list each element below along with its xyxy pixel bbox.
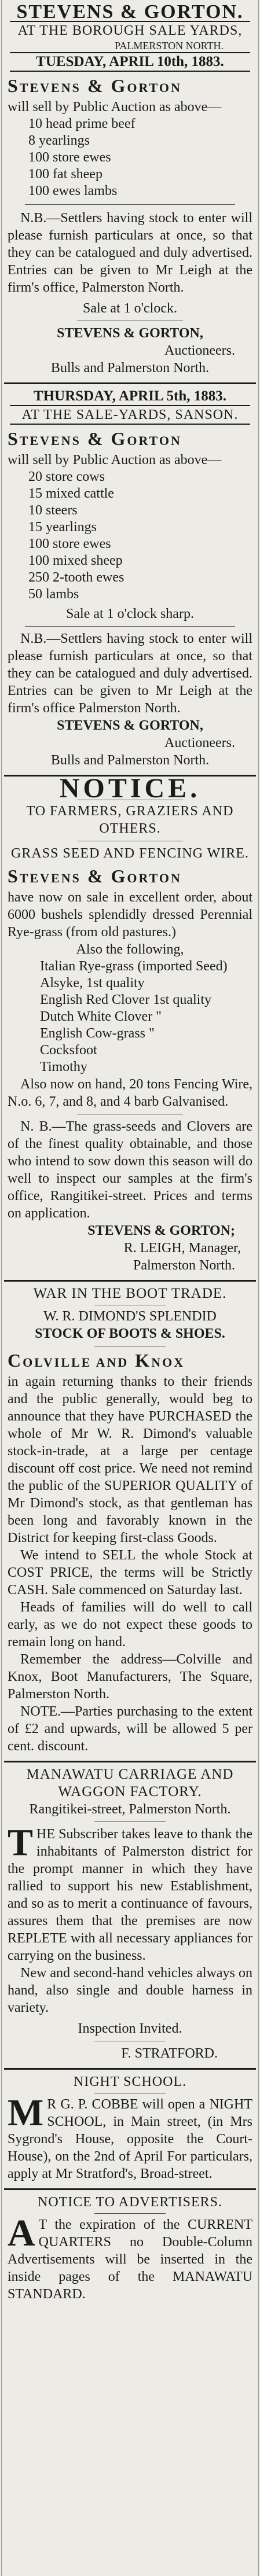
ad-title: MANAWATU CARRIAGE AND: [26, 1767, 234, 1782]
list-item: English Red Clover 1st quality: [40, 992, 211, 1007]
stevens-gorton-drop-cap: STEVENS & GORTON: [8, 428, 182, 449]
ad-body: NOTE.—Parties purchasing to the extent of £2 and upwards, will be allowed 5 per cent. discount.: [8, 1704, 252, 1754]
sale-time: Sale at 1 o'clock sharp.: [66, 606, 194, 621]
list-item: 250 2-tooth ewes: [28, 570, 124, 585]
ad-title: NOTICE TO ADVERTISERS.: [37, 2195, 223, 2210]
list-item: Italian Rye-grass (imported Seed): [40, 959, 228, 974]
night-school-ad: [2, 2070, 258, 2188]
list-item: 10 head prime beef: [28, 116, 136, 131]
list-item: 10 steers: [28, 503, 78, 518]
list-item: Dutch White Clover ": [40, 1009, 162, 1024]
sale-town: PALMERSTON NORTH.: [115, 40, 224, 51]
list-item: 15 yearlings: [28, 520, 97, 535]
sale-date: THURSDAY, APRIL 5th, 1883.: [34, 388, 226, 404]
sale-time: Sale at 1 o'clock.: [83, 301, 177, 316]
ad-body: New and second-hand vehicles always on hand, also single and double harness in variety.: [8, 1966, 252, 2015]
ad-body: [8, 2212, 252, 2303]
ad-body: [8, 1821, 252, 1964]
ad-address: Rangitikei-street, Palmerston North.: [29, 1802, 231, 1817]
ad-subtitle: W. R. DIMOND'S SPLENDID: [43, 1309, 217, 1324]
signature-firm: STEVENS & GORTON,: [57, 326, 203, 341]
nb-paragraph: N.B.—Settlers having stock to enter will please furnish particulars at once, so that they can be catalogued and duly advertised. Entries can be given to Mr Leigh at the firm's office Palmerston North.: [8, 631, 252, 716]
list-item: 100 mixed sheep: [28, 553, 123, 568]
signature-role: Auctioneers.: [164, 343, 235, 358]
signature-firm: STEVENS & GORTON;: [87, 1223, 235, 1238]
list-item: 8 yearlings: [28, 133, 90, 148]
signature-place: Bulls and Palmerston North.: [50, 360, 210, 376]
ad-body-text: T the expiration of the CURRENT QUARTERS no Double-Column Advertisements will be inserted in the inside pages of the MANAWATU STANDARD.: [8, 2217, 252, 2302]
ad-title: WAR IN THE BOOT TRADE.: [33, 1286, 227, 1301]
sale-location: AT THE BOROUGH SALE YARDS,: [17, 23, 243, 38]
sale-intro: will sell by Public Auction as above—: [8, 100, 222, 115]
signature-manager: R. LEIGH, Manager,: [123, 1241, 241, 1256]
ad-body-text: R G. P. COBBE will open a NIGHT SCHOOL, in Main street, (in Mrs Sygrond's House, opposite the Court-House), on the 2nd of April For particulars, apply at Mr Stratford's, Broad-street.: [8, 2097, 252, 2181]
sale-location: AT THE SALE-YARDS, SANSON.: [21, 407, 239, 422]
list-item: 20 store cows: [28, 469, 105, 484]
stock-list: [8, 116, 252, 200]
ad-body: We intend to SELL the whole Stock at COST PRICE, the terms will be Strictly CASH. Sale commenced on Saturday last.: [8, 1548, 252, 1598]
list-item: 50 lambs: [28, 587, 79, 602]
ad-body: Remember the address—Colville and Knox, Boot Manufacturers, The Square, Palmerston North.: [8, 1652, 252, 1702]
signature-place: Palmerston North.: [133, 1258, 235, 1273]
divider: [10, 71, 250, 72]
boot-trade-ad: [2, 1282, 258, 1761]
list-item: English Cow-grass ": [40, 1026, 155, 1041]
notice-heading: GRASS SEED AND FENCING WIRE.: [11, 846, 249, 861]
seed-list: [8, 958, 252, 1076]
stevens-gorton-palmerston-ad: [2, 0, 258, 382]
divider: [25, 204, 235, 205]
also-line: Also the following,: [76, 942, 184, 957]
list-item: Timothy: [40, 1059, 87, 1074]
notice-to-advertisers: [2, 2190, 258, 2309]
ad-title: WAGGON FACTORY.: [58, 1784, 202, 1799]
nb-paragraph: N.B.—Settlers having stock to enter will please furnish particulars at once, so that they can be catalogued and duly advertised. Entries can be given to Mr Leigh at the firm's office, Palmerston North.: [8, 211, 252, 295]
wire-paragraph: Also now on hand, 20 tons Fencing Wire, N.o. 6, 7, and 8, and 4 barb Galvanised.: [8, 1077, 252, 1109]
divider: [25, 626, 235, 627]
inspection-line: Inspection Invited.: [78, 2021, 182, 2036]
list-item: 100 ewes lambs: [28, 183, 118, 198]
list-item: 100 store ewes: [28, 150, 111, 165]
ad-body: Heads of families will do well to call early, as we do not expect these goods to remain long on hand.: [8, 1600, 252, 1650]
ad-firm-title: STEVENS & GORTON.: [16, 1, 244, 23]
newspaper-column: [1, 0, 259, 2576]
notice-audience: TO FARMERS, GRAZIERS AND OTHERS.: [26, 804, 234, 836]
ad-title: NIGHT SCHOOL.: [73, 2074, 187, 2089]
list-item: 100 fat sheep: [28, 167, 102, 182]
ad-body: [8, 2092, 252, 2183]
signature-place: Bulls and Palmerston North.: [50, 753, 210, 768]
list-item: 15 mixed cattle: [28, 486, 114, 501]
drop-cap-m: M: [8, 2092, 44, 2134]
grass-seed-notice-ad: [2, 773, 258, 1280]
divider: [94, 2213, 166, 2214]
divider: [94, 1821, 166, 1822]
stevens-gorton-sanson-ad: [2, 384, 258, 775]
ad-body: in again returning thanks to their friends and the public generally, would beg to announce that they have PURCHASED the whole of Mr W. R. Dimond's valuable stock-in-trade, at a large per centage discount off cost price. We need not remind the public of the SUPERIOR QUALITY of Mr Dimond's stock, as that gentleman has been long and favorably known in the District for keeping first-class Goods.: [8, 1374, 252, 1545]
list-item: Alsyke, 1st quality: [40, 976, 145, 991]
ad-body-text: HE Subscriber takes leave to thank the inhabitants of Palmerston district for the prompt manner in which they have rallied to support his new Establishment, and so as to merit a continuance of favours, assures them that the premises are now REPLETE with all necessary appliances for carrying on the business.: [8, 1827, 252, 1963]
divider: [10, 424, 250, 425]
carriage-factory-ad: [2, 1762, 258, 2068]
notice-body: have now on sale in excellent order, about 6000 bushels splendidly dressed Perennial Rye-grass (from old pastures.): [8, 890, 252, 940]
stevens-gorton-drop-cap: STEVENS & GORTON: [8, 75, 182, 96]
stock-list: [8, 469, 252, 603]
list-item: 100 store ewes: [28, 536, 111, 551]
colville-knox-drop-cap: COLVILLE AND KNOX: [8, 1350, 185, 1371]
signature-firm: STEVENS & GORTON,: [57, 718, 203, 733]
signature: F. STRATFORD.: [121, 2046, 218, 2061]
nb-paragraph: N. B.—The grass-seeds and Clovers are of the finest quality obtainable, and those who intend to sow down this season will do well to inspect our samples at the firm's office, Rangitikei-street. Prices and terms on application.: [8, 1119, 252, 1221]
sale-intro: will sell by Public Auction as above—: [8, 452, 222, 468]
notice-title: NOTICE.: [59, 773, 201, 804]
drop-cap-a: A: [8, 2212, 35, 2254]
sale-date: TUESDAY, APRIL 10th, 1883.: [36, 54, 224, 69]
signature-role: Auctioneers.: [164, 735, 235, 750]
stevens-gorton-drop-cap: STEVENS & GORTON: [8, 866, 182, 886]
list-item: Cocksfoot: [40, 1043, 97, 1058]
drop-cap-t: T: [8, 1821, 34, 1864]
ad-subtitle: STOCK OF BOOTS & SHOES.: [35, 1326, 225, 1341]
